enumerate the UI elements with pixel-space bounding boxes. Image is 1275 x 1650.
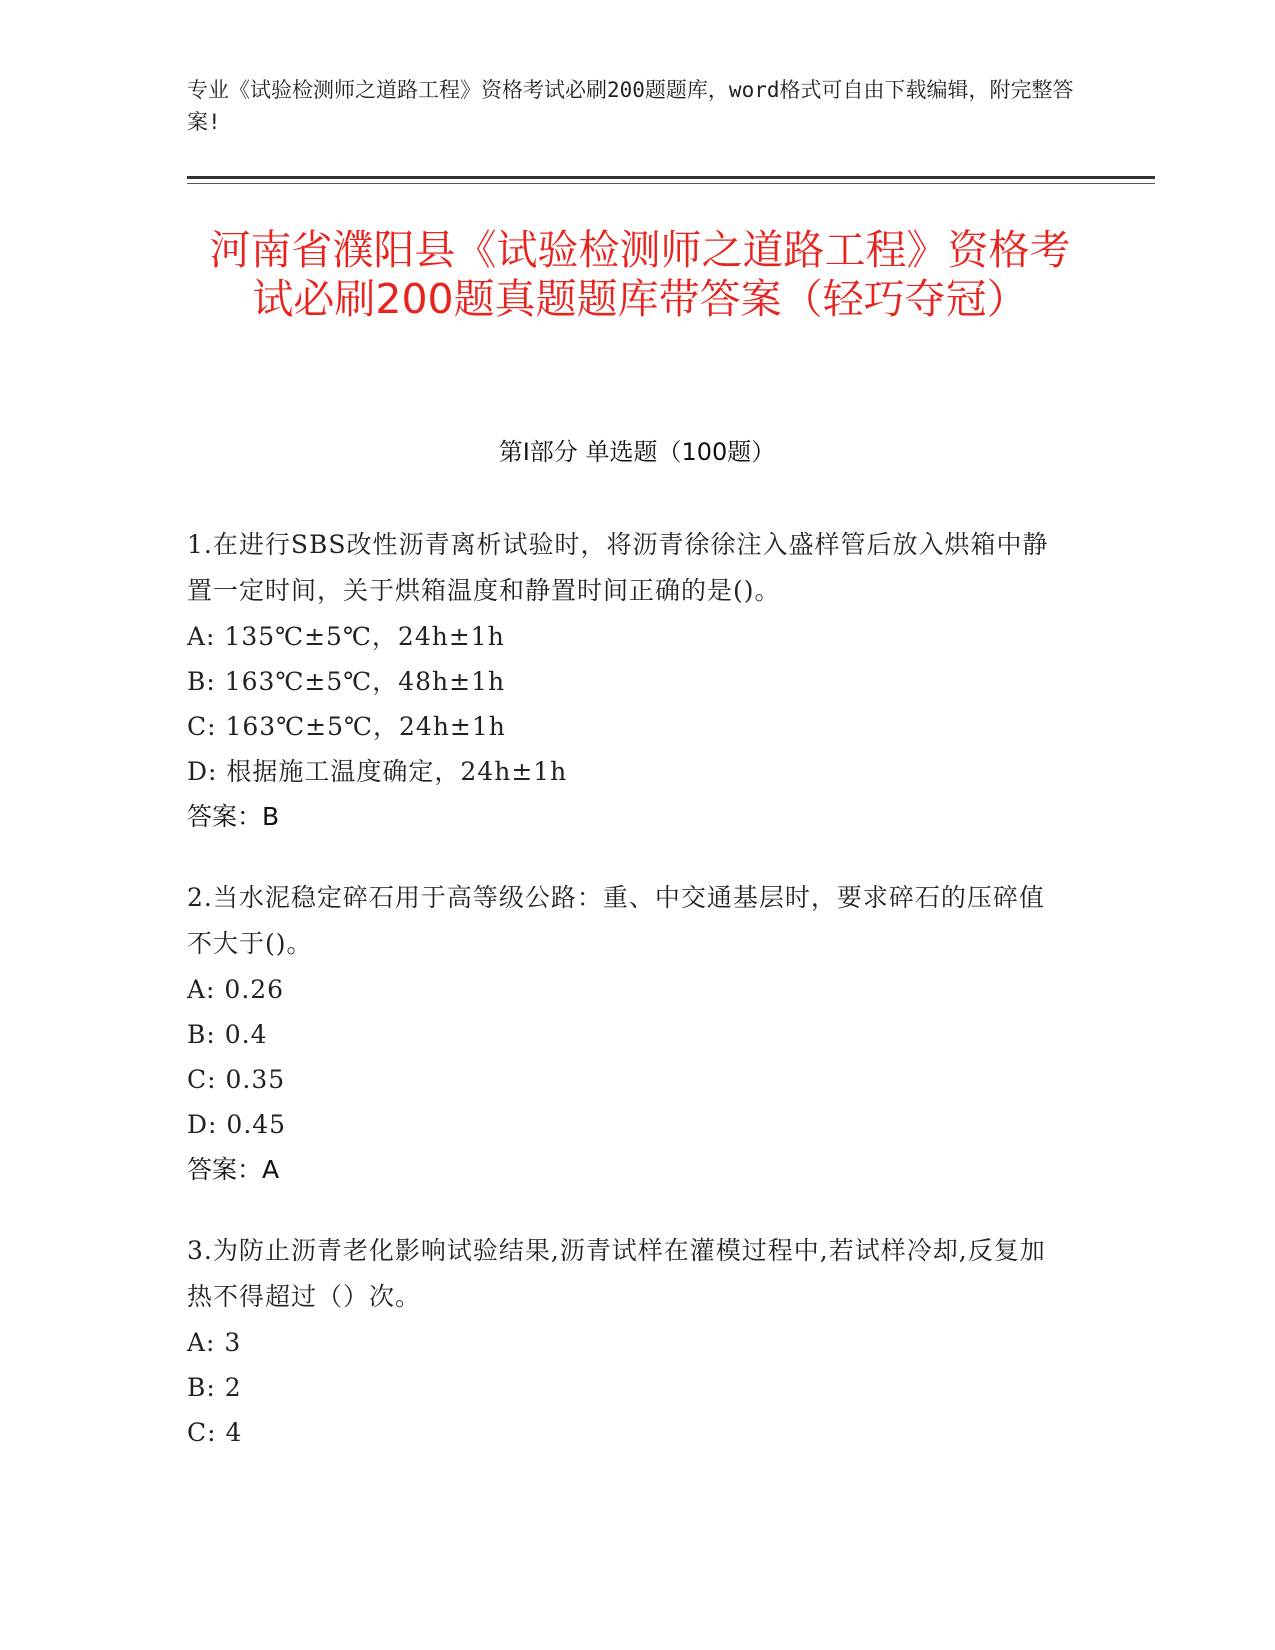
question-3 xyxy=(187,1228,1067,1455)
question-1 xyxy=(187,522,1067,839)
option-b: B: 163℃±5℃，48h±1h xyxy=(187,667,506,696)
header-divider-thick xyxy=(187,176,1155,179)
question-stem: 1.在进行SBS改性沥青离析试验时，将沥青徐徐注入盛样管后放入烘箱中静置一定时间，关于烘箱温度和静置时间正确的是()。 xyxy=(187,530,1049,605)
header-divider-thin xyxy=(187,183,1155,184)
option-b: B: 2 xyxy=(187,1373,242,1402)
question-stem: 2.当水泥稳定碎石用于高等级公路：重、中交通基层时，要求碎石的压碎值不大于()。 xyxy=(187,883,1045,958)
answer: 答案：B xyxy=(187,802,280,831)
option-a: A: 0.26 xyxy=(187,975,285,1004)
option-b: B: 0.4 xyxy=(187,1020,268,1049)
document-title: 河南省濮阳县《试验检测师之道路工程》资格考试必刷200题真题题库带答案（轻巧夺冠） xyxy=(209,226,1071,323)
option-d: D: 0.45 xyxy=(187,1110,287,1139)
section-heading: 第I部分 单选题（100题） xyxy=(498,438,776,466)
question-stem: 3.为防止沥青老化影响试验结果,沥青试样在灌模过程中,若试样冷却,反复加热不得超过（）次。 xyxy=(187,1236,1046,1311)
option-c: C: 0.35 xyxy=(187,1065,286,1094)
option-c: C: 163℃±5℃，24h±1h xyxy=(187,712,506,741)
option-a: A: 3 xyxy=(187,1328,242,1357)
option-c: C: 4 xyxy=(187,1418,243,1447)
header-note: 专业《试验检测师之道路工程》资格考试必刷200题题库，word格式可自由下载编辑，附完整答案! xyxy=(187,78,1074,134)
option-a: A: 135℃±5℃，24h±1h xyxy=(187,622,505,651)
question-2 xyxy=(187,875,1067,1192)
question-list xyxy=(187,522,1067,1491)
answer: 答案：A xyxy=(187,1155,280,1184)
option-d: D: 根据施工温度确定，24h±1h xyxy=(187,757,568,786)
